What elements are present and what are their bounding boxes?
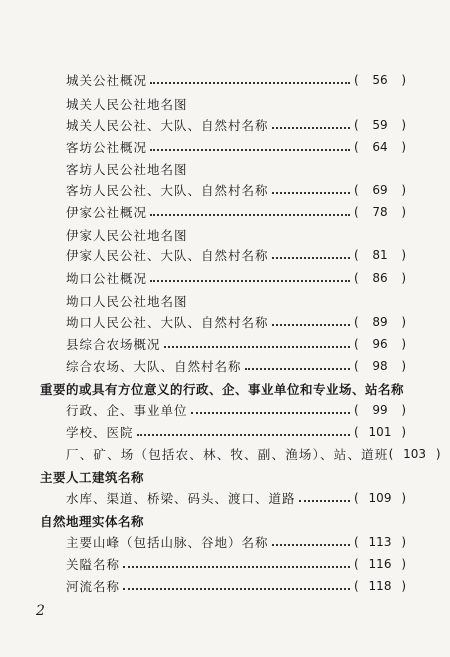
section-heading: 自然地理实体名称 xyxy=(40,514,145,529)
entry-title: 县综合农场概况 xyxy=(66,337,161,352)
entry-title: 综合农场、大队、自然村名称 xyxy=(66,359,242,374)
page-number: ( 89 ) xyxy=(354,315,406,329)
section-heading: 重要的或具有方位意义的行政、企、事业单位和专业场、站名称 xyxy=(40,382,405,397)
entry-title: 河流名称 xyxy=(66,579,121,594)
map-title: 城关人民公社地名图 xyxy=(66,97,188,112)
dot-leader xyxy=(272,127,350,129)
page-number: ( 113 ) xyxy=(354,535,406,549)
entry-title: 主要山峰（包括山脉、谷地）名称 xyxy=(66,535,269,550)
map-title: 客坊人民公社地名图 xyxy=(66,162,188,177)
toc-entry xyxy=(66,312,406,332)
dot-leader xyxy=(123,566,350,568)
dot-leader xyxy=(299,500,350,502)
toc-entry xyxy=(66,488,406,508)
page-number: ( 78 ) xyxy=(354,205,406,219)
toc-entry xyxy=(66,202,406,222)
entry-title: 客坊公社概况 xyxy=(66,140,148,155)
entry-title: 城关人民公社、大队、自然村名称 xyxy=(66,118,269,133)
page-number: ( 96 ) xyxy=(354,337,406,351)
section-heading: 主要人工建筑名称 xyxy=(40,470,145,485)
entry-title: 伊家人民公社、大队、自然村名称 xyxy=(66,248,269,263)
dot-leader xyxy=(191,412,350,414)
entry-title: 伊家公社概况 xyxy=(66,205,148,220)
dot-leader xyxy=(150,82,350,84)
dot-leader xyxy=(272,324,350,326)
toc-entry xyxy=(66,422,406,442)
entry-title: 学校、医院 xyxy=(66,425,134,440)
entry-title: 行政、企、事业单位 xyxy=(66,403,188,418)
dot-leader xyxy=(123,588,350,590)
entry-title: 厂、矿、场（包括农、林、牧、副、渔场）、站、道班 xyxy=(66,447,389,462)
dot-leader xyxy=(272,192,350,194)
page-number: ( 118 ) xyxy=(354,579,406,593)
map-title: 坳口人民公社地名图 xyxy=(66,294,188,309)
dot-leader xyxy=(164,346,350,348)
toc-entry xyxy=(66,268,406,288)
page-number: ( 103 ) xyxy=(388,447,441,461)
toc-entry xyxy=(66,356,406,376)
dot-leader xyxy=(272,257,350,259)
dot-leader xyxy=(150,280,350,282)
toc-entry xyxy=(66,532,406,552)
entry-title: 水库、渠道、桥梁、码头、渡口、道路 xyxy=(66,491,296,506)
page-number: ( 64 ) xyxy=(354,140,406,154)
dot-leader xyxy=(245,368,350,370)
toc-entry xyxy=(66,334,406,354)
page-number: ( 98 ) xyxy=(354,359,406,373)
page-number: ( 81 ) xyxy=(354,248,406,262)
dot-leader xyxy=(150,149,350,151)
toc-entry xyxy=(66,444,441,464)
dot-leader xyxy=(150,214,350,216)
map-title: 伊家人民公社地名图 xyxy=(66,228,188,243)
entry-title: 坳口人民公社、大队、自然村名称 xyxy=(66,315,269,330)
page-number: ( 99 ) xyxy=(354,403,406,417)
toc-entry xyxy=(66,400,406,420)
toc-entry xyxy=(66,576,406,596)
toc-entry xyxy=(66,70,406,90)
dot-leader xyxy=(272,544,350,546)
page-number: ( 56 ) xyxy=(354,73,406,87)
page-number: ( 59 ) xyxy=(354,118,406,132)
toc-entry xyxy=(66,115,406,135)
toc-entry xyxy=(66,554,406,574)
entry-title: 客坊人民公社、大队、自然村名称 xyxy=(66,183,269,198)
toc-entry xyxy=(66,245,406,265)
page-number: ( 86 ) xyxy=(354,271,406,285)
page-number: ( 116 ) xyxy=(354,557,406,571)
page-number: ( 101 ) xyxy=(354,425,406,439)
entry-title: 关隘名称 xyxy=(66,557,121,572)
toc-entry xyxy=(66,180,406,200)
page-number: ( 69 ) xyxy=(354,183,406,197)
page-number: ( 109 ) xyxy=(354,491,406,505)
toc-entry xyxy=(66,137,406,157)
dot-leader xyxy=(137,434,350,436)
entry-title: 坳口公社概况 xyxy=(66,271,148,286)
entry-title: 城关公社概况 xyxy=(66,73,148,88)
page-folio: 2 xyxy=(36,603,45,619)
